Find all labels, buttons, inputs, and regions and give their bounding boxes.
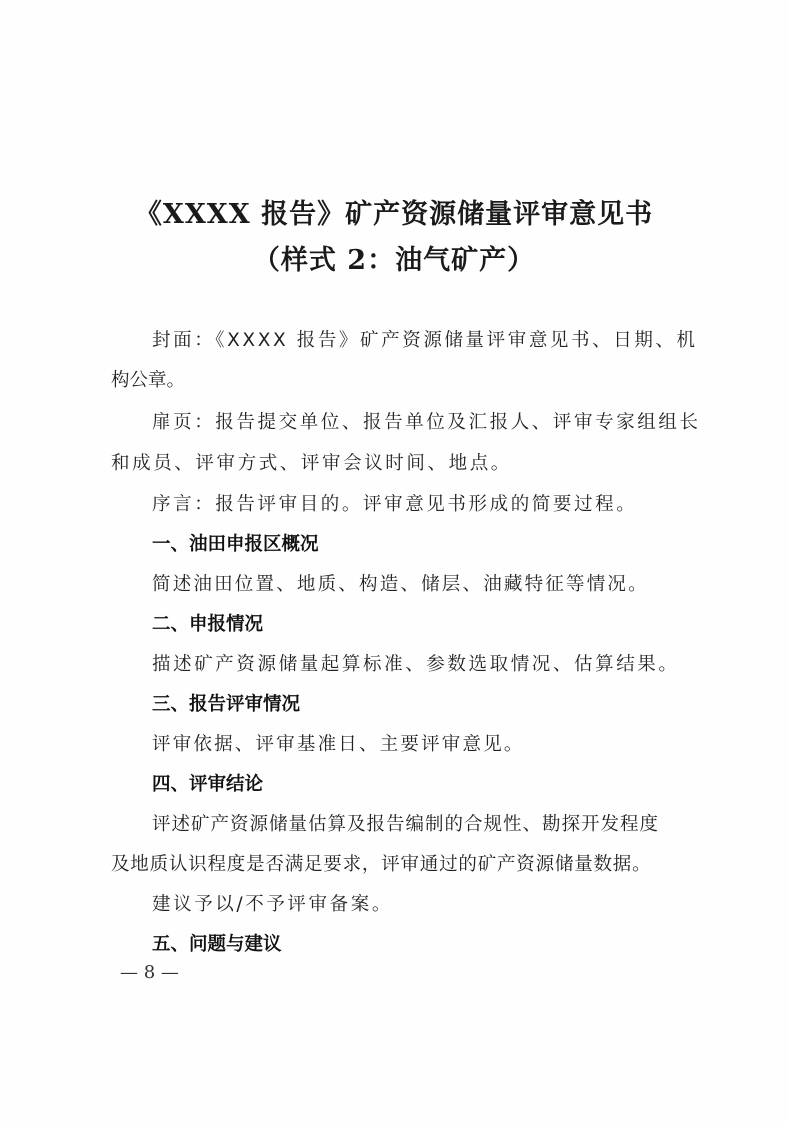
section-4-text-line-3: 建议予以/不予评审备案。 (152, 894, 393, 915)
flyleaf-paragraph-line-1: 扉页：报告提交单位、报告单位及汇报人、评审专家组组长 (152, 412, 701, 433)
cover-paragraph-line-1: 封面：《XXXX 报告》矿产资源储量评审意见书、日期、机 (152, 330, 698, 351)
section-2-heading: 二、申报情况 (152, 614, 264, 635)
page-number: — 8 — (120, 962, 179, 983)
section-4-heading: 四、评审结论 (152, 774, 264, 795)
section-3-heading: 三、报告评审情况 (152, 694, 301, 715)
flyleaf-paragraph-line-2: 和成员、评审方式、评审会议时间、地点。 (111, 453, 512, 474)
section-1-heading: 一、油田申报区概况 (152, 534, 319, 555)
section-4-text-line-2: 及地质认识程度是否满足要求，评审通过的矿产资源储量数据。 (111, 854, 652, 875)
preface-paragraph: 序言：报告评审目的。评审意见书形成的简要过程。 (152, 494, 638, 515)
section-2-text: 描述矿产资源储量起算标准、参数选取情况、估算结果。 (152, 654, 680, 675)
section-1-text: 简述油田位置、地质、构造、储层、油藏特征等情况。 (152, 574, 649, 595)
document-title: 《XXXX 报告》矿产资源储量评审意见书 (134, 199, 654, 230)
section-4-text-line-1: 评述矿产资源储量估算及报告编制的合规性、勘探开发程度 (152, 814, 660, 835)
cover-paragraph-line-2: 构公章。 (111, 370, 186, 391)
section-3-text: 评审依据、评审基准日、主要评审意见。 (152, 734, 525, 755)
section-5-heading: 五、问题与建议 (152, 934, 282, 955)
document-subtitle: （样式 2：油气矿产） (252, 245, 536, 276)
